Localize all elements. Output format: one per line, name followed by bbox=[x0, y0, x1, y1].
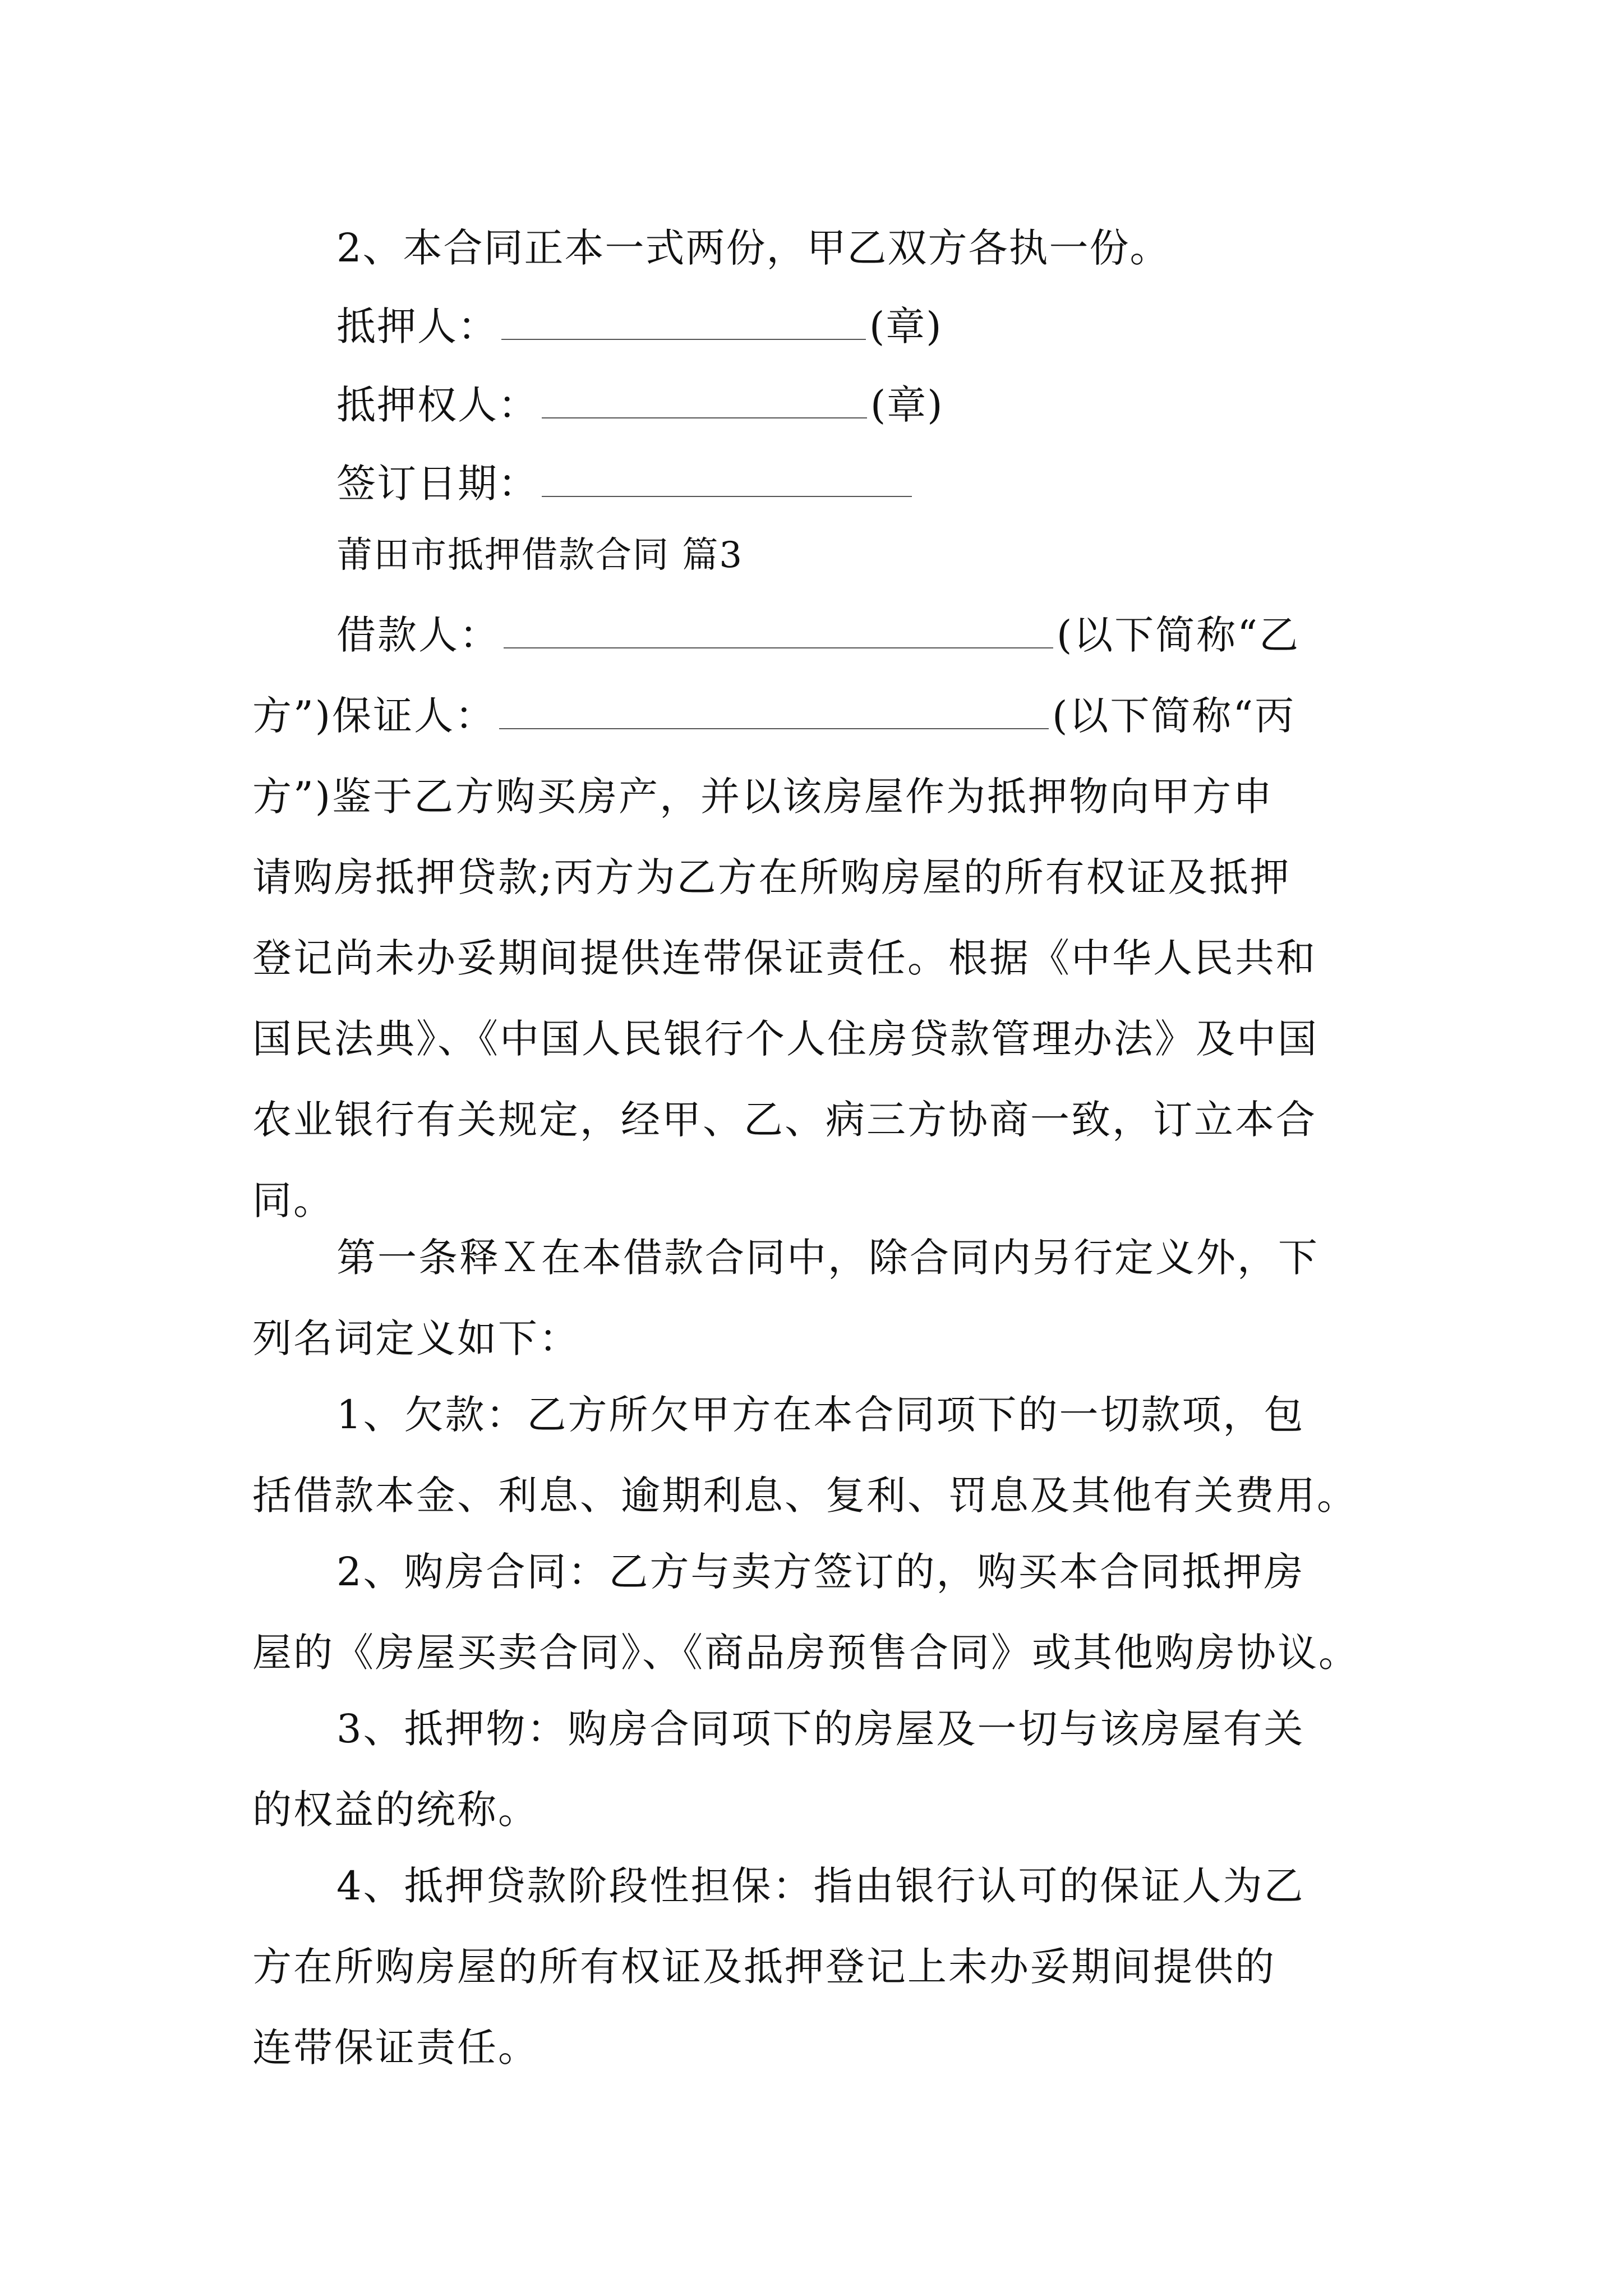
item-2-row-2: 屋的《房屋买卖合同》、《商品房预售合同》或其他购房协议。 bbox=[252, 1630, 1359, 1676]
intro-row-1: 借款人： (以下简称“乙 bbox=[336, 612, 1301, 658]
item-4-row-2: 方在所购房屋的所有权证及抵押登记上未办妥期间提供的 bbox=[252, 1944, 1276, 1990]
signing-date-blank bbox=[542, 460, 912, 497]
borrower-blank bbox=[504, 611, 1053, 648]
item-4-paragraph bbox=[252, 1846, 1374, 2088]
mortgagee-signature-blank bbox=[542, 381, 867, 418]
intro-row-5: 登记尚未办妥期间提供连带保证责任。根据《中华人民共和 bbox=[252, 935, 1317, 981]
item-1-row-2: 括借款本金、利息、逾期利息、复利、罚息及其他有关费用。 bbox=[252, 1473, 1358, 1519]
article-1-row-2: 列名词定义如下： bbox=[252, 1315, 580, 1361]
mortgagee-line bbox=[336, 377, 944, 433]
intro-row-4: 请购房抵押贷款;丙方为乙方在所购房屋的所有权证及抵押 bbox=[252, 854, 1291, 900]
intro-row-3: 方”)鉴于乙方购买房产，并以该房屋作为抵押物向甲方申 bbox=[252, 774, 1274, 820]
item-3-paragraph bbox=[252, 1688, 1374, 1850]
mortgagor-signature-blank bbox=[501, 303, 866, 340]
signing-date-line bbox=[336, 455, 915, 512]
borrower-label: 借款人： bbox=[336, 612, 500, 658]
mortgagee-label: 抵押权人： bbox=[336, 382, 538, 428]
item-4-row-1: 4、抵押贷款阶段性担保：指由银行认可的保证人为乙 bbox=[336, 1863, 1305, 1909]
mortgagee-seal-label: (章) bbox=[870, 382, 944, 428]
item-4-row-3: 连带保证责任。 bbox=[252, 2024, 539, 2070]
intro-row-8: 同。 bbox=[252, 1177, 334, 1223]
article-1-row-1: 第一条释Ｘ在本借款合同中，除合同内另行定义外，下 bbox=[336, 1235, 1319, 1281]
intro-paragraph bbox=[252, 595, 1374, 1241]
item-1-paragraph bbox=[252, 1374, 1374, 1536]
signing-date-label: 签订日期： bbox=[336, 461, 538, 507]
clause-2-text: 2、本合同正本一式两份，甲乙双方各执一份。 bbox=[336, 225, 1170, 271]
item-2-row-1: 2、购房合同：乙方与卖方签订的，购买本合同抵押房 bbox=[336, 1549, 1305, 1595]
mortgagor-line bbox=[336, 298, 943, 355]
article-1-paragraph bbox=[252, 1217, 1374, 1379]
item-3-row-1: 3、抵押物：购房合同项下的房屋及一切与该房屋有关 bbox=[336, 1706, 1305, 1752]
guarantor-blank bbox=[499, 692, 1049, 729]
mortgagor-label: 抵押人： bbox=[336, 303, 498, 349]
clause-2-line bbox=[336, 220, 1170, 276]
item-1-row-1: 1、欠款：乙方所欠甲方在本合同项下的一切款项，包 bbox=[336, 1392, 1305, 1438]
mortgagor-seal-label: (章) bbox=[869, 303, 943, 349]
item-3-row-2: 的权益的统称。 bbox=[252, 1787, 539, 1833]
intro-row-2: 方”)保证人： (以下简称“丙 bbox=[252, 693, 1296, 739]
guarantor-label: 方”)保证人： bbox=[252, 693, 496, 739]
intro-row-6: 国民法典》、《中国人民银行个人住房贷款管理办法》及中国 bbox=[252, 1016, 1318, 1062]
section-title bbox=[336, 527, 743, 583]
item-2-paragraph bbox=[252, 1531, 1374, 1693]
intro-row-7: 农业银行有关规定，经甲、乙、病三方协商一致，订立本合 bbox=[252, 1097, 1317, 1143]
section-title-text: 莆田市抵押借款合同 篇3 bbox=[336, 535, 744, 576]
